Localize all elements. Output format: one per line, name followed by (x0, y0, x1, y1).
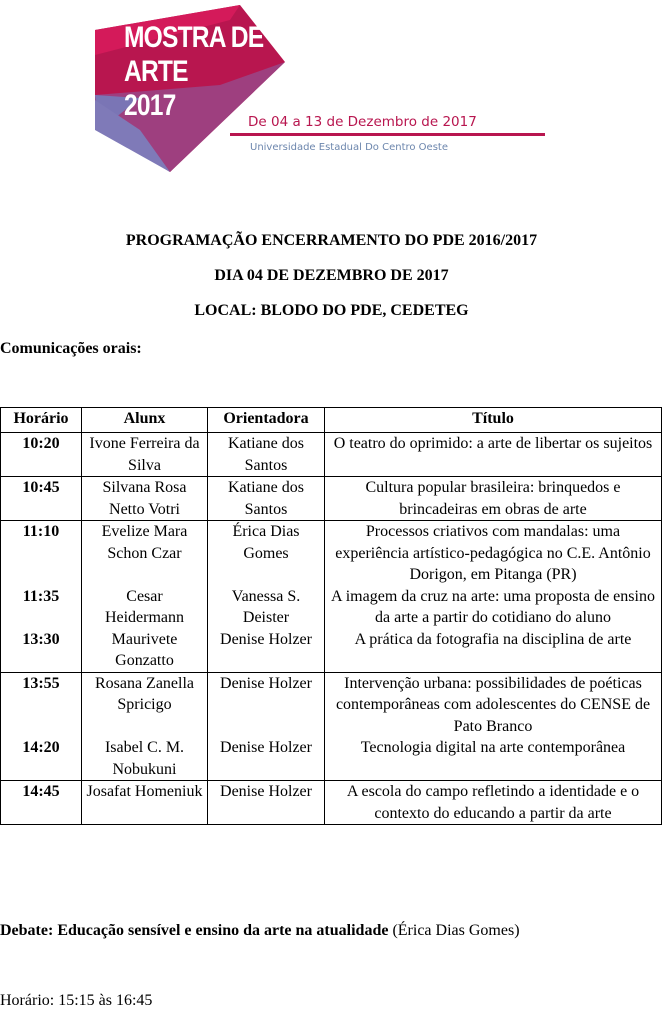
debate-moderator: (Érica Dias Gomes) (392, 922, 520, 939)
table-row: 14:45 Josafat Homeniuk Denise Holzer A escola do campo refletindo a identidade e o contexto do educando a partir da arte (1, 781, 662, 825)
schedule-table (0, 407, 662, 825)
debate-label: Debate: Educação sensível e ensino da arte na atualidade (0, 922, 389, 939)
table-header: Horário Alunx Orientadora Título (1, 408, 662, 433)
table-row: 11:35 Cesar Heidermann Vanessa S. Deister A imagem da cruz na arte: uma proposta de ensino da arte a partir do cotidiano do aluno (1, 586, 662, 629)
page-title: PROGRAMAÇÃO ENCERRAMENTO DO PDE 2016/2017 (125, 232, 538, 249)
logo-university: Universidade Estadual Do Centro Oeste (250, 142, 448, 153)
table-row: 13:55 Rosana Zanella Spricigo Denise Holzer Intervenção urbana: possibilidades de poéticas contemporâneas com adolescentes do CENSE de Pato Branco (1, 672, 662, 737)
table-row: 10:20 Ivone Ferreira da Silva Katiane dos Santos O teatro do oprimido: a arte de libertar os sujeitos (1, 433, 662, 477)
debate-schedule: Horário: 15:15 às 16:45 (0, 992, 153, 1009)
event-location: LOCAL: BLODO DO PDE, CEDETEG (194, 302, 469, 319)
table-row: 11:10 Evelize Mara Schon Czar Érica Dias Gomes Processos criativos com mandalas: uma experiência artístico-pedagógica no C.E. Antônio Dorigon, em Pitanga (PR) (1, 521, 662, 586)
debate-line (0, 922, 520, 940)
event-date: DIA 04 DE DEZEMBRO DE 2017 (214, 267, 449, 284)
section-label: Comunicações orais: (0, 340, 142, 357)
table-row: 13:30 Maurivete Gonzatto Denise Holzer A prática da fotografia na disciplina de arte (1, 629, 662, 673)
event-logo: MOSTRA DE ARTE 2017 De 04 a 13 de Dezembro de 2017 Universidade Estadual Do Centro Oeste (80, 0, 560, 180)
logo-divider (230, 133, 545, 136)
logo-dates: De 04 a 13 de Dezembro de 2017 (248, 114, 477, 130)
table-row: 10:45 Silvana Rosa Netto Votri Katiane dos Santos Cultura popular brasileira: brinquedos e brincadeiras em obras de arte (1, 477, 662, 521)
table-row: 14:20 Isabel C. M. Nobukuni Denise Holzer Tecnologia digital na arte contemporânea (1, 737, 662, 781)
